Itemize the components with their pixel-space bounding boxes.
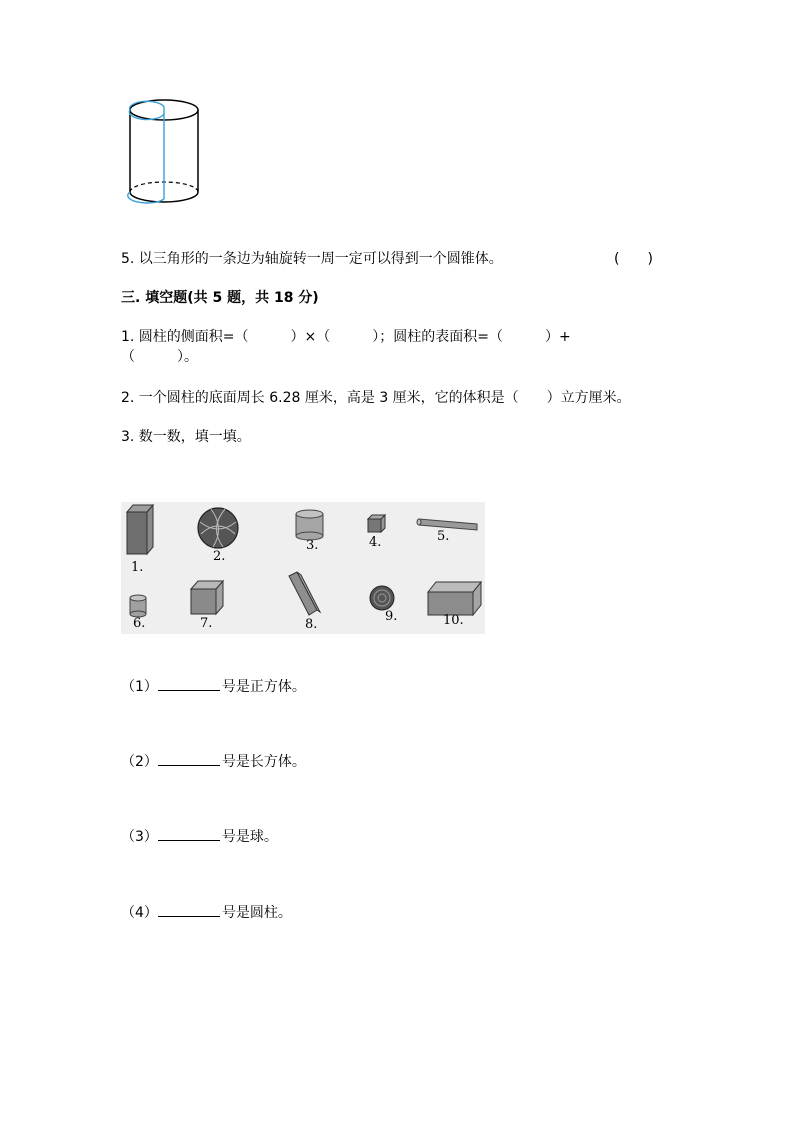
answer-number: （4） (121, 905, 158, 921)
answer-paren[interactable]: ( ) (614, 251, 653, 267)
answer-suffix: 号是球。 (221, 829, 278, 845)
fill-question-2: 2. 一个圆柱的底面周长 6.28 厘米，高是 3 厘米，它的体积是（ ）立方厘米。 (121, 390, 631, 406)
section-title: 三. 填空题(共 5 题，共 18 分) (121, 290, 319, 306)
answer-suffix: 号是长方体。 (221, 754, 306, 770)
answer-number: （1） (121, 679, 158, 695)
shapes-svg (121, 502, 485, 634)
question-5 (121, 249, 503, 269)
answer-blank[interactable] (158, 826, 220, 841)
answer-line-1 (121, 676, 306, 697)
shape-label-2: 2. (213, 549, 226, 564)
answer-suffix: 号是圆柱。 (221, 905, 292, 921)
shape-3-cylinder (296, 510, 323, 540)
fill-question-3: 3. 数一数，填一填。 (121, 429, 251, 445)
axis-rect-bottom (128, 192, 164, 203)
answer-line-2 (121, 751, 306, 772)
question-5-text: 5. 以三角形的一条边为轴旋转一周一定可以得到一个圆锥体。 (121, 251, 503, 267)
shape-1-cuboid (127, 505, 153, 554)
answer-line-3 (121, 826, 278, 847)
shape-2-ball (198, 508, 238, 548)
answer-number: （3） (121, 829, 158, 845)
shape-10-cuboid (428, 582, 481, 615)
shape-8-cuboid (289, 572, 320, 615)
answer-suffix: 号是正方体。 (221, 679, 306, 695)
shape-7-cube (191, 581, 223, 614)
shape-label-5: 5. (437, 529, 450, 544)
shape-label-1: 1. (131, 560, 144, 575)
fill-question-1-line2: （ ）。 (121, 349, 198, 365)
answer-number: （2） (121, 754, 158, 770)
shape-label-9: 9. (385, 609, 398, 624)
shape-label-4: 4. (369, 535, 382, 550)
shape-label-8: 8. (305, 617, 318, 632)
answer-line-4 (121, 902, 292, 923)
shape-label-7: 7. (200, 616, 213, 631)
answer-blank[interactable] (158, 902, 220, 917)
shape-label-3: 3. (306, 538, 319, 553)
shape-label-6: 6. (133, 616, 146, 631)
shapes-picture (121, 502, 485, 634)
answer-blank[interactable] (158, 676, 220, 691)
cylinder-figure (122, 95, 206, 211)
shape-6-cylinder (130, 595, 146, 617)
fill-question-1-line1: 1. 圆柱的侧面积=（ ）×（ ）；圆柱的表面积=（ ）+ (121, 329, 571, 345)
shape-4-cube (368, 515, 385, 532)
answer-blank[interactable] (158, 751, 220, 766)
shape-label-10: 10. (443, 613, 464, 628)
shape-9-ball (370, 586, 394, 610)
